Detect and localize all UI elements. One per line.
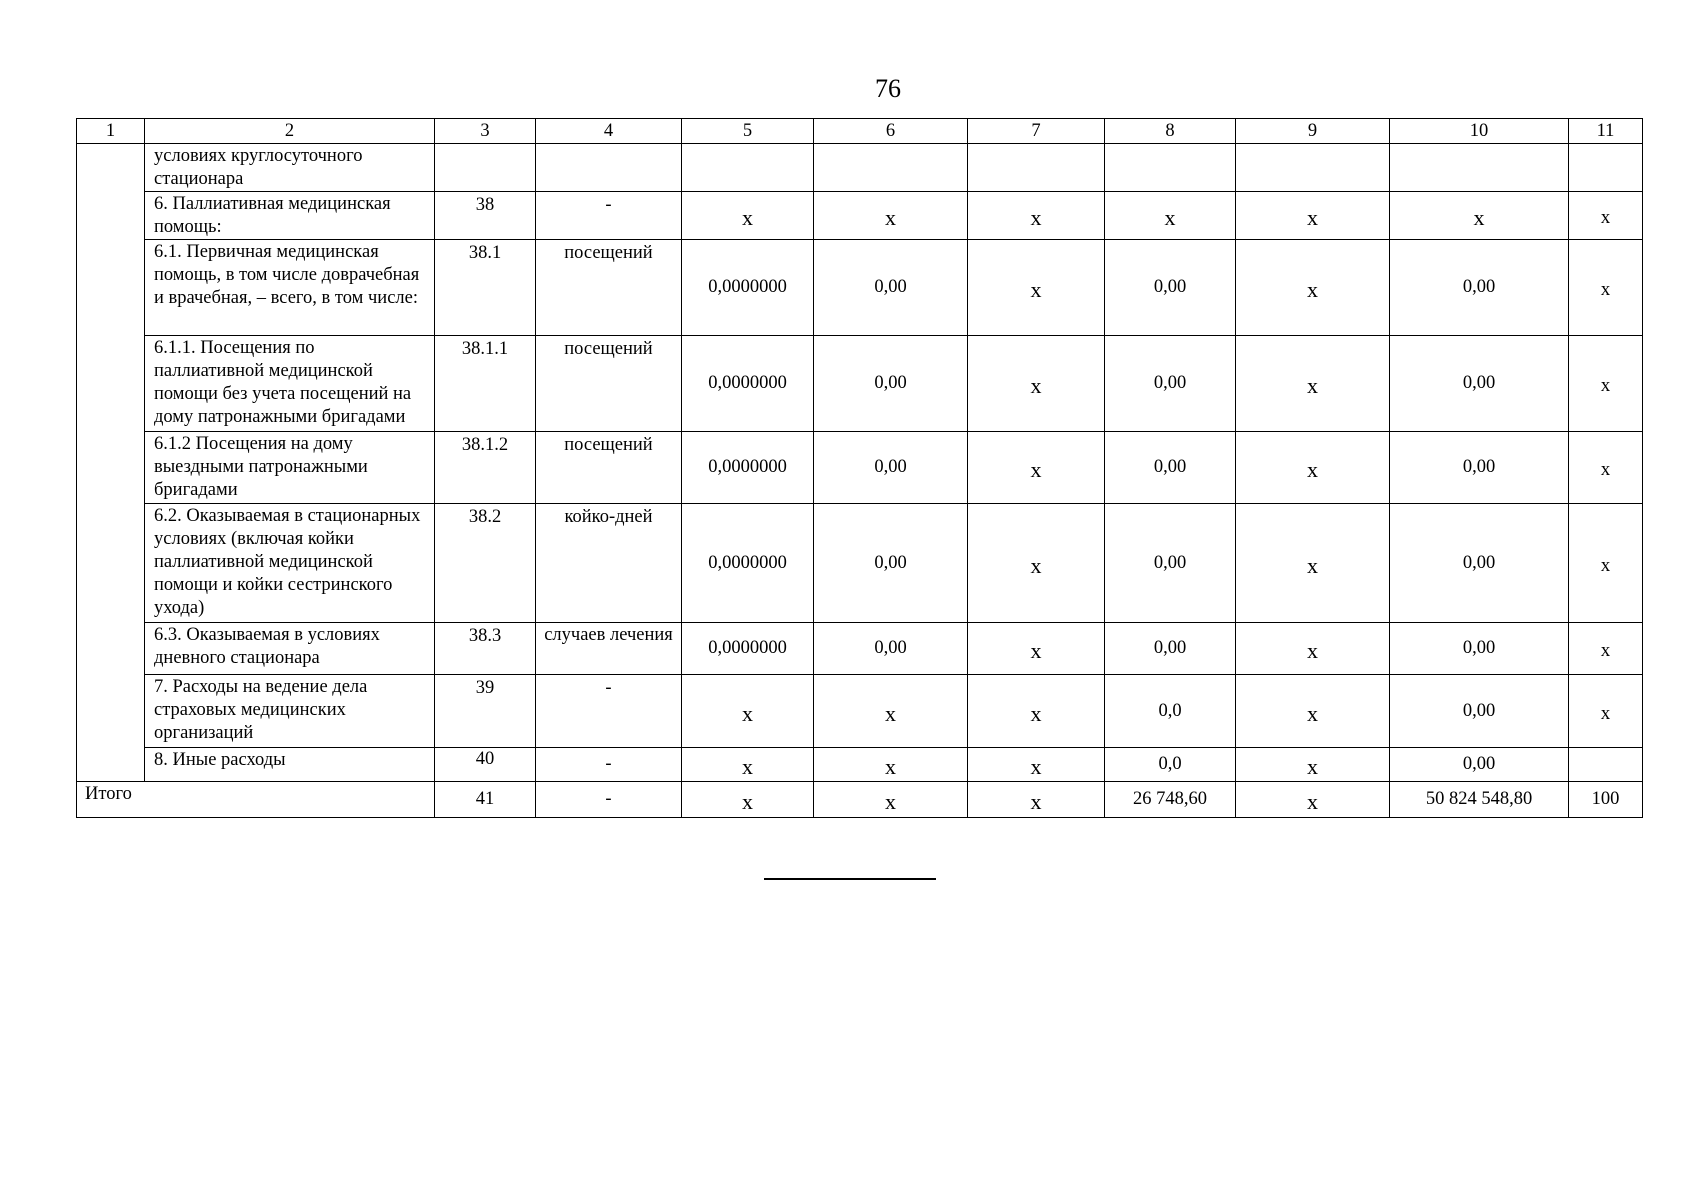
table-row: [77, 504, 1643, 623]
cell-col8: 0,00: [1105, 336, 1236, 432]
cell-col11: х: [1569, 675, 1643, 748]
cell-col11: х: [1569, 432, 1643, 504]
table-row: [77, 432, 1643, 504]
cell-col7: х: [968, 675, 1105, 748]
cell-col7: х: [968, 240, 1105, 336]
cell-col5: 0,0000000: [682, 432, 814, 504]
cell-col5: х: [682, 192, 814, 240]
cell-col8: 0,0: [1105, 675, 1236, 748]
cell-col10: 0,00: [1390, 623, 1569, 675]
table-row: [77, 240, 1643, 336]
header-cell: 3: [435, 119, 536, 144]
cell-col11: х: [1569, 504, 1643, 623]
total-col11: 100: [1569, 782, 1643, 818]
row-code: 38.3: [435, 623, 536, 675]
table-row: [77, 336, 1643, 432]
header-cell: 10: [1390, 119, 1569, 144]
header-cell: 8: [1105, 119, 1236, 144]
cell-col9: [1236, 144, 1390, 192]
cell-col10: [1390, 144, 1569, 192]
cell-col9: х: [1236, 240, 1390, 336]
cell-col10: 0,00: [1390, 240, 1569, 336]
row-description: 6. Паллиативная медицинская помощь:: [145, 192, 435, 240]
row-unit: -: [536, 192, 682, 240]
row-unit: -: [536, 748, 682, 782]
cell-col11: х: [1569, 240, 1643, 336]
cell-col8: 0,0: [1105, 748, 1236, 782]
page-number: 76: [875, 74, 901, 103]
cell-col8: 0,00: [1105, 432, 1236, 504]
footer-rule: [764, 878, 936, 880]
row-description: 6.1. Первичная медицинская помощь, в том числе доврачебная и врачебная, – всего, в том числе:: [145, 240, 435, 336]
total-col8: 26 748,60: [1105, 782, 1236, 818]
total-col5: х: [682, 782, 814, 818]
total-col7: х: [968, 782, 1105, 818]
cell-col11: х: [1569, 192, 1643, 240]
cell-col8: 0,00: [1105, 240, 1236, 336]
cell-col5: х: [682, 675, 814, 748]
header-cell: 9: [1236, 119, 1390, 144]
row-unit: посещений: [536, 336, 682, 432]
total-col6: х: [814, 782, 968, 818]
row-code: 40: [435, 748, 536, 782]
cell-col11: [1569, 748, 1643, 782]
row-code: 38.1.2: [435, 432, 536, 504]
cell-col9: х: [1236, 336, 1390, 432]
row-description: 6.3. Оказываемая в условиях дневного стационара: [145, 623, 435, 675]
header-cell: 7: [968, 119, 1105, 144]
cell-col8: 0,00: [1105, 504, 1236, 623]
cell-col10: 0,00: [1390, 675, 1569, 748]
cell-col6: 0,00: [814, 336, 968, 432]
cell-col10: 0,00: [1390, 432, 1569, 504]
cell-col9: х: [1236, 675, 1390, 748]
cell-col8: х: [1105, 192, 1236, 240]
cell-col5: 0,0000000: [682, 504, 814, 623]
row-code: [435, 144, 536, 192]
cell-col7: х: [968, 748, 1105, 782]
table-row: [77, 748, 1643, 782]
cell-col6: 0,00: [814, 240, 968, 336]
row-description: условиях круглосуточного стационара: [145, 144, 435, 192]
total-col9: х: [1236, 782, 1390, 818]
row-code: 39: [435, 675, 536, 748]
cell-col10: х: [1390, 192, 1569, 240]
cell-col10: 0,00: [1390, 748, 1569, 782]
header-cell: 11: [1569, 119, 1643, 144]
row-unit: койко-дней: [536, 504, 682, 623]
header-cell: 5: [682, 119, 814, 144]
cell-col6: 0,00: [814, 504, 968, 623]
row-description: 6.1.1. Посещения по паллиативной медицинской помощи без учета посещений на дому патронажными бригадами: [145, 336, 435, 432]
cell-col10: 0,00: [1390, 336, 1569, 432]
row-code: 38: [435, 192, 536, 240]
cell-col5: 0,0000000: [682, 240, 814, 336]
cell-col8: 0,00: [1105, 623, 1236, 675]
row-unit: случаев лечения: [536, 623, 682, 675]
cell-col9: х: [1236, 192, 1390, 240]
cell-col6: х: [814, 675, 968, 748]
header-cell: 4: [536, 119, 682, 144]
cell-col7: х: [968, 623, 1105, 675]
row-unit: [536, 144, 682, 192]
table-row: [77, 675, 1643, 748]
row-unit: посещений: [536, 432, 682, 504]
cell-col9: х: [1236, 432, 1390, 504]
cell-col6: [814, 144, 968, 192]
cell-col7: х: [968, 192, 1105, 240]
row-unit: посещений: [536, 240, 682, 336]
row-description: 8. Иные расходы: [145, 748, 435, 782]
cell-col9: х: [1236, 504, 1390, 623]
total-col10: 50 824 548,80: [1390, 782, 1569, 818]
row-code: 38.1.1: [435, 336, 536, 432]
table-row: [77, 144, 1643, 192]
cell-col11: х: [1569, 623, 1643, 675]
total-label: Итого: [77, 782, 435, 818]
cell-col5: [682, 144, 814, 192]
cell-col9: х: [1236, 623, 1390, 675]
row-description: 6.1.2 Посещения на дому выездными патронажными бригадами: [145, 432, 435, 504]
cell-col5: х: [682, 748, 814, 782]
table-row: [77, 623, 1643, 675]
cell-col11: [1569, 144, 1643, 192]
cell-col11: х: [1569, 336, 1643, 432]
cell-col6: 0,00: [814, 623, 968, 675]
header-cell: 6: [814, 119, 968, 144]
total-unit: -: [536, 782, 682, 818]
cell-col7: х: [968, 336, 1105, 432]
header-cell: 2: [145, 119, 435, 144]
col1-merged-cell: [77, 144, 145, 782]
cell-col10: 0,00: [1390, 504, 1569, 623]
cell-col6: х: [814, 748, 968, 782]
cell-col7: х: [968, 432, 1105, 504]
cell-col7: х: [968, 504, 1105, 623]
total-code: 41: [435, 782, 536, 818]
cell-col5: 0,0000000: [682, 336, 814, 432]
row-code: 38.1: [435, 240, 536, 336]
total-row: [77, 782, 1643, 818]
header-row: [77, 119, 1643, 144]
row-unit: -: [536, 675, 682, 748]
row-code: 38.2: [435, 504, 536, 623]
cell-col6: х: [814, 192, 968, 240]
header-cell: 1: [77, 119, 145, 144]
cell-col7: [968, 144, 1105, 192]
cell-col5: 0,0000000: [682, 623, 814, 675]
cell-col8: [1105, 144, 1236, 192]
row-description: 7. Расходы на ведение дела страховых медицинских организаций: [145, 675, 435, 748]
data-table: [76, 118, 1643, 818]
cell-col9: х: [1236, 748, 1390, 782]
row-description: 6.2. Оказываемая в стационарных условиях (включая койки паллиативной медицинской помощи и койки сестринского ухода): [145, 504, 435, 623]
cell-col6: 0,00: [814, 432, 968, 504]
table-row: [77, 192, 1643, 240]
